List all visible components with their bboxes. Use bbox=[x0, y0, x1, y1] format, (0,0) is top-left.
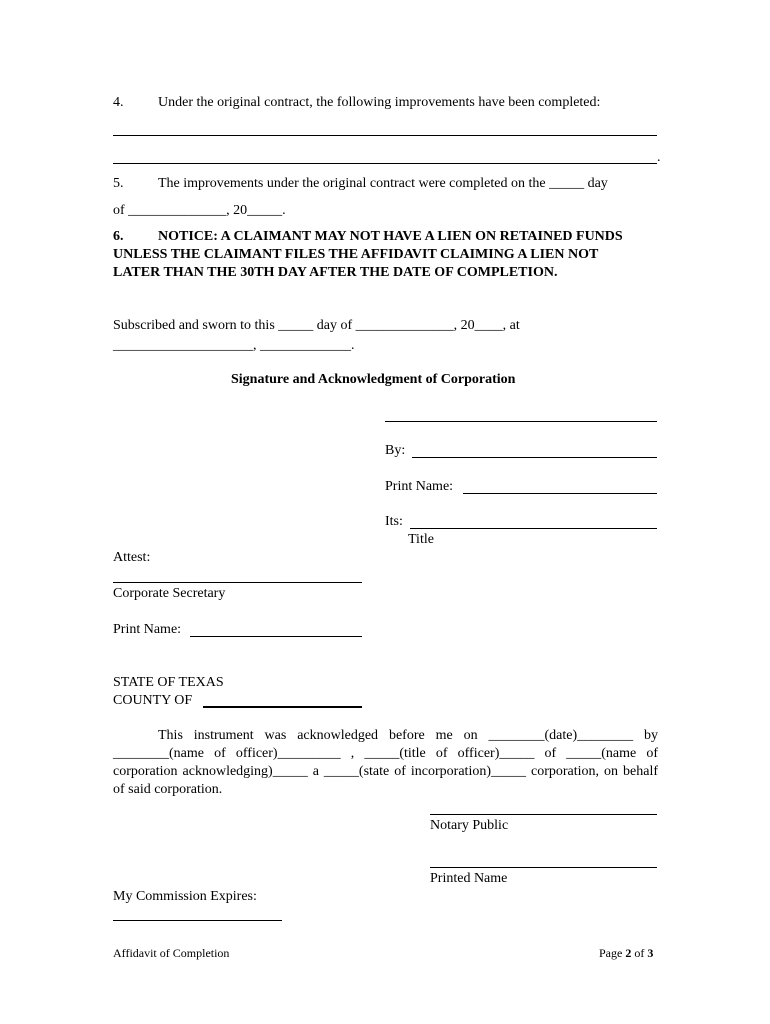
secretary-signature-line[interactable] bbox=[113, 582, 362, 583]
page-current: 2 bbox=[625, 946, 632, 960]
item-4-text: Under the original contract, the following improvements have been completed: bbox=[158, 95, 601, 110]
item-4-number: 4. bbox=[113, 95, 124, 110]
item-6-number: 6. bbox=[113, 229, 124, 244]
notice-text: NOTICE: A CLAIMANT MAY NOT HAVE A LIEN ON RETAINED FUNDS UNLESS THE CLAIMANT FILES THE AFFIDAVIT CLAIMING A LIEN NOT LATER THAN THE 30TH DAY AFTER THE DATE OF COMPLETION. bbox=[113, 229, 623, 280]
by-field[interactable] bbox=[412, 457, 657, 458]
improvements-line-1[interactable] bbox=[113, 135, 657, 136]
county-field[interactable] bbox=[203, 706, 362, 708]
page-total: 3 bbox=[647, 946, 654, 960]
improvements-end-period: . bbox=[657, 150, 661, 165]
corporate-secretary-label: Corporate Secretary bbox=[113, 586, 226, 601]
item-5-line-1: The improvements under the original contract were completed on the _____ day bbox=[158, 176, 608, 191]
acknowledgment-text: This instrument was acknowledged before me on ________(date)________ by ________(name of officer)_________ , _____(title of officer)_____ of _____(name of corporation acknowledging)_____ a _____(state of incorporation)_____ corporation, on behalf of said corporation. bbox=[113, 728, 658, 797]
county-label: COUNTY OF bbox=[113, 693, 193, 708]
improvements-line-2[interactable] bbox=[113, 163, 657, 164]
attest-label: Attest: bbox=[113, 550, 151, 565]
title-label: Title bbox=[408, 532, 434, 547]
attest-print-name-label: Print Name: bbox=[113, 622, 182, 637]
item-5-line-2: of ______________, 20_____. bbox=[113, 203, 286, 218]
printed-name-line[interactable] bbox=[430, 867, 657, 868]
notary-public-label: Notary Public bbox=[430, 818, 509, 833]
state-of-texas: STATE OF TEXAS bbox=[113, 675, 224, 690]
notary-signature-line[interactable] bbox=[430, 814, 657, 815]
signature-heading: Signature and Acknowledgment of Corporation bbox=[231, 372, 516, 387]
printed-name-label: Printed Name bbox=[430, 871, 508, 886]
page-number bbox=[599, 945, 653, 961]
commission-expires-label: My Commission Expires: bbox=[113, 889, 257, 904]
by-label: By: bbox=[385, 443, 406, 458]
its-field[interactable] bbox=[410, 528, 657, 529]
page-of: of bbox=[634, 946, 645, 960]
print-name-field[interactable] bbox=[463, 493, 657, 494]
corporation-signature-line[interactable] bbox=[385, 421, 657, 422]
footer-title: Affidavit of Completion bbox=[113, 946, 230, 960]
subscribed-line-1: Subscribed and sworn to this _____ day of ______________, 20____, at bbox=[113, 318, 520, 333]
page-prefix: Page bbox=[599, 946, 623, 960]
item-5-number: 5. bbox=[113, 176, 124, 191]
its-label: Its: bbox=[385, 514, 403, 529]
subscribed-line-2: ____________________, _____________. bbox=[113, 338, 355, 353]
commission-expires-field[interactable] bbox=[113, 920, 282, 921]
print-name-label: Print Name: bbox=[385, 479, 454, 494]
attest-print-name-field[interactable] bbox=[190, 636, 362, 637]
